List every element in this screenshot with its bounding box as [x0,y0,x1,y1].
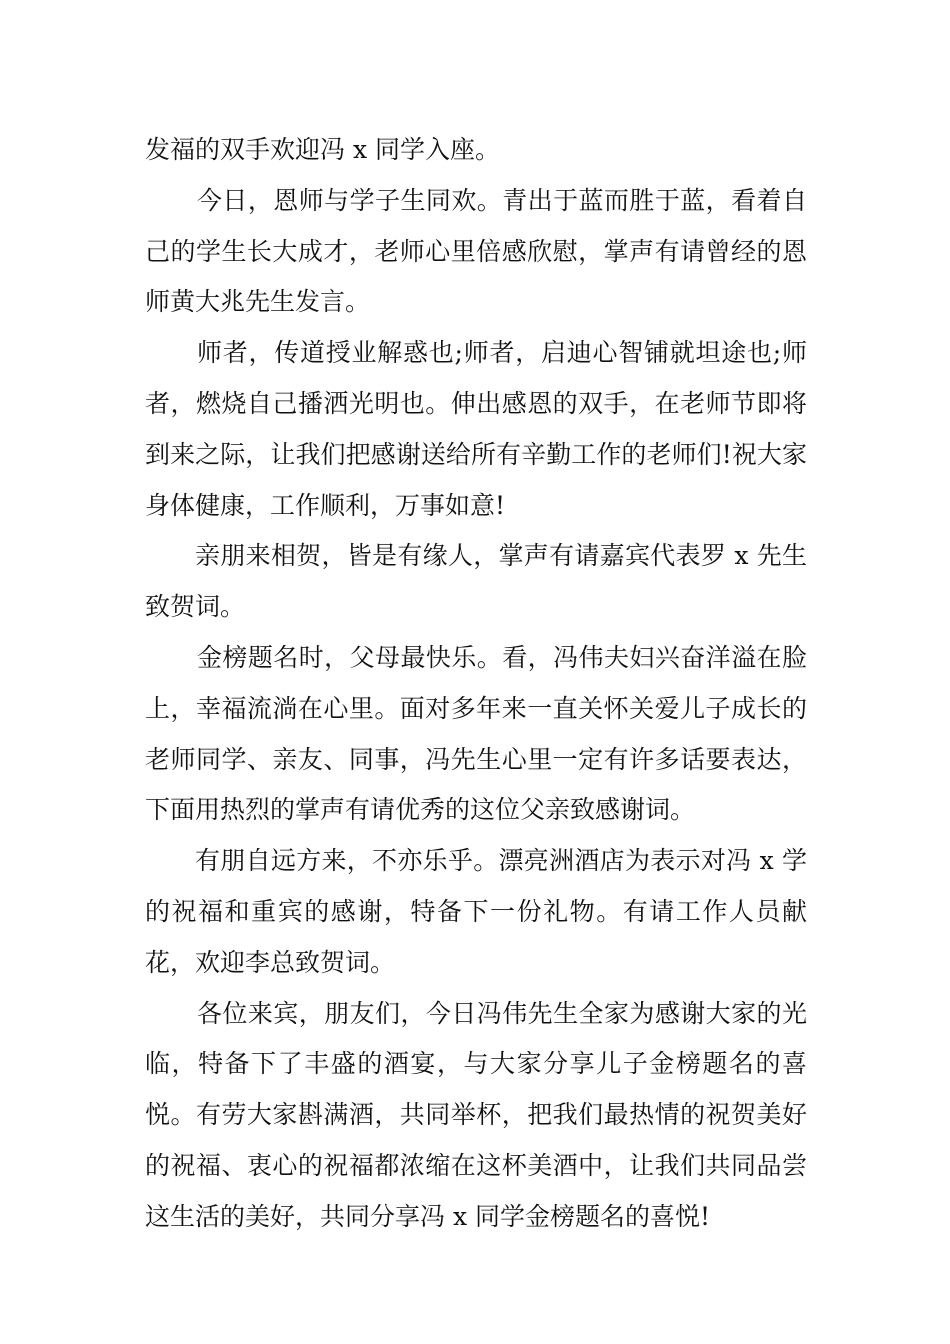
document-page [145,125,807,1243]
paragraph-toast: 各位来宾，朋友们，今日冯伟先生全家为感谢大家的光临，特备下了丰盛的酒宴，与大家分享儿子金榜题名的喜悦。有劳大家斟满酒，共同举杯，把我们最热情的祝贺美好的祝福、衷心的祝福都浓缩在这杯美酒中，让我们共同品尝这生活的美好，共同分享冯 x 同学金榜题名的喜悦! [145,998,807,1231]
paragraph-teacher-tribute: 师者，传道授业解惑也;师者，启迪心智铺就坦途也;师者，燃烧自己播洒光明也。伸出感恩的双手，在老师节即将到来之际，让我们把感谢送给所有辛勤工作的老师们!祝大家身体健康，工作顺利，万事如意! [145,338,807,520]
paragraph-hotel-gift: 有朋自远方来，不亦乐乎。漂亮洲酒店为表示对冯 x 学的祝福和重宾的感谢，特备下一份礼物。有请工作人员献花，欢迎李总致贺词。 [145,846,807,977]
paragraph-welcome-seat: 发福的双手欢迎冯 x 同学入座。 [145,135,500,164]
paragraph-teacher-speech: 今日，恩师与学子生同欢。青出于蓝而胜于蓝，看着自己的学生长大成才，老师心里倍感欣慰，掌声有请曾经的恩师黄大兆先生发言。 [145,185,807,317]
paragraph-guest-congratulations: 亲朋来相贺，皆是有缘人，掌声有请嘉宾代表罗 x 先生致贺词。 [145,541,807,622]
paragraph-parents-thanks: 金榜题名时，父母最快乐。看，冯伟夫妇兴奋洋溢在脸上，幸福流淌在心里。面对多年来一直关怀关爱儿子成长的老师同学、亲友、同事，冯先生心里一定有许多话要表达，下面用热烈的掌声有请优秀的这位父亲致感谢词。 [145,642,807,825]
